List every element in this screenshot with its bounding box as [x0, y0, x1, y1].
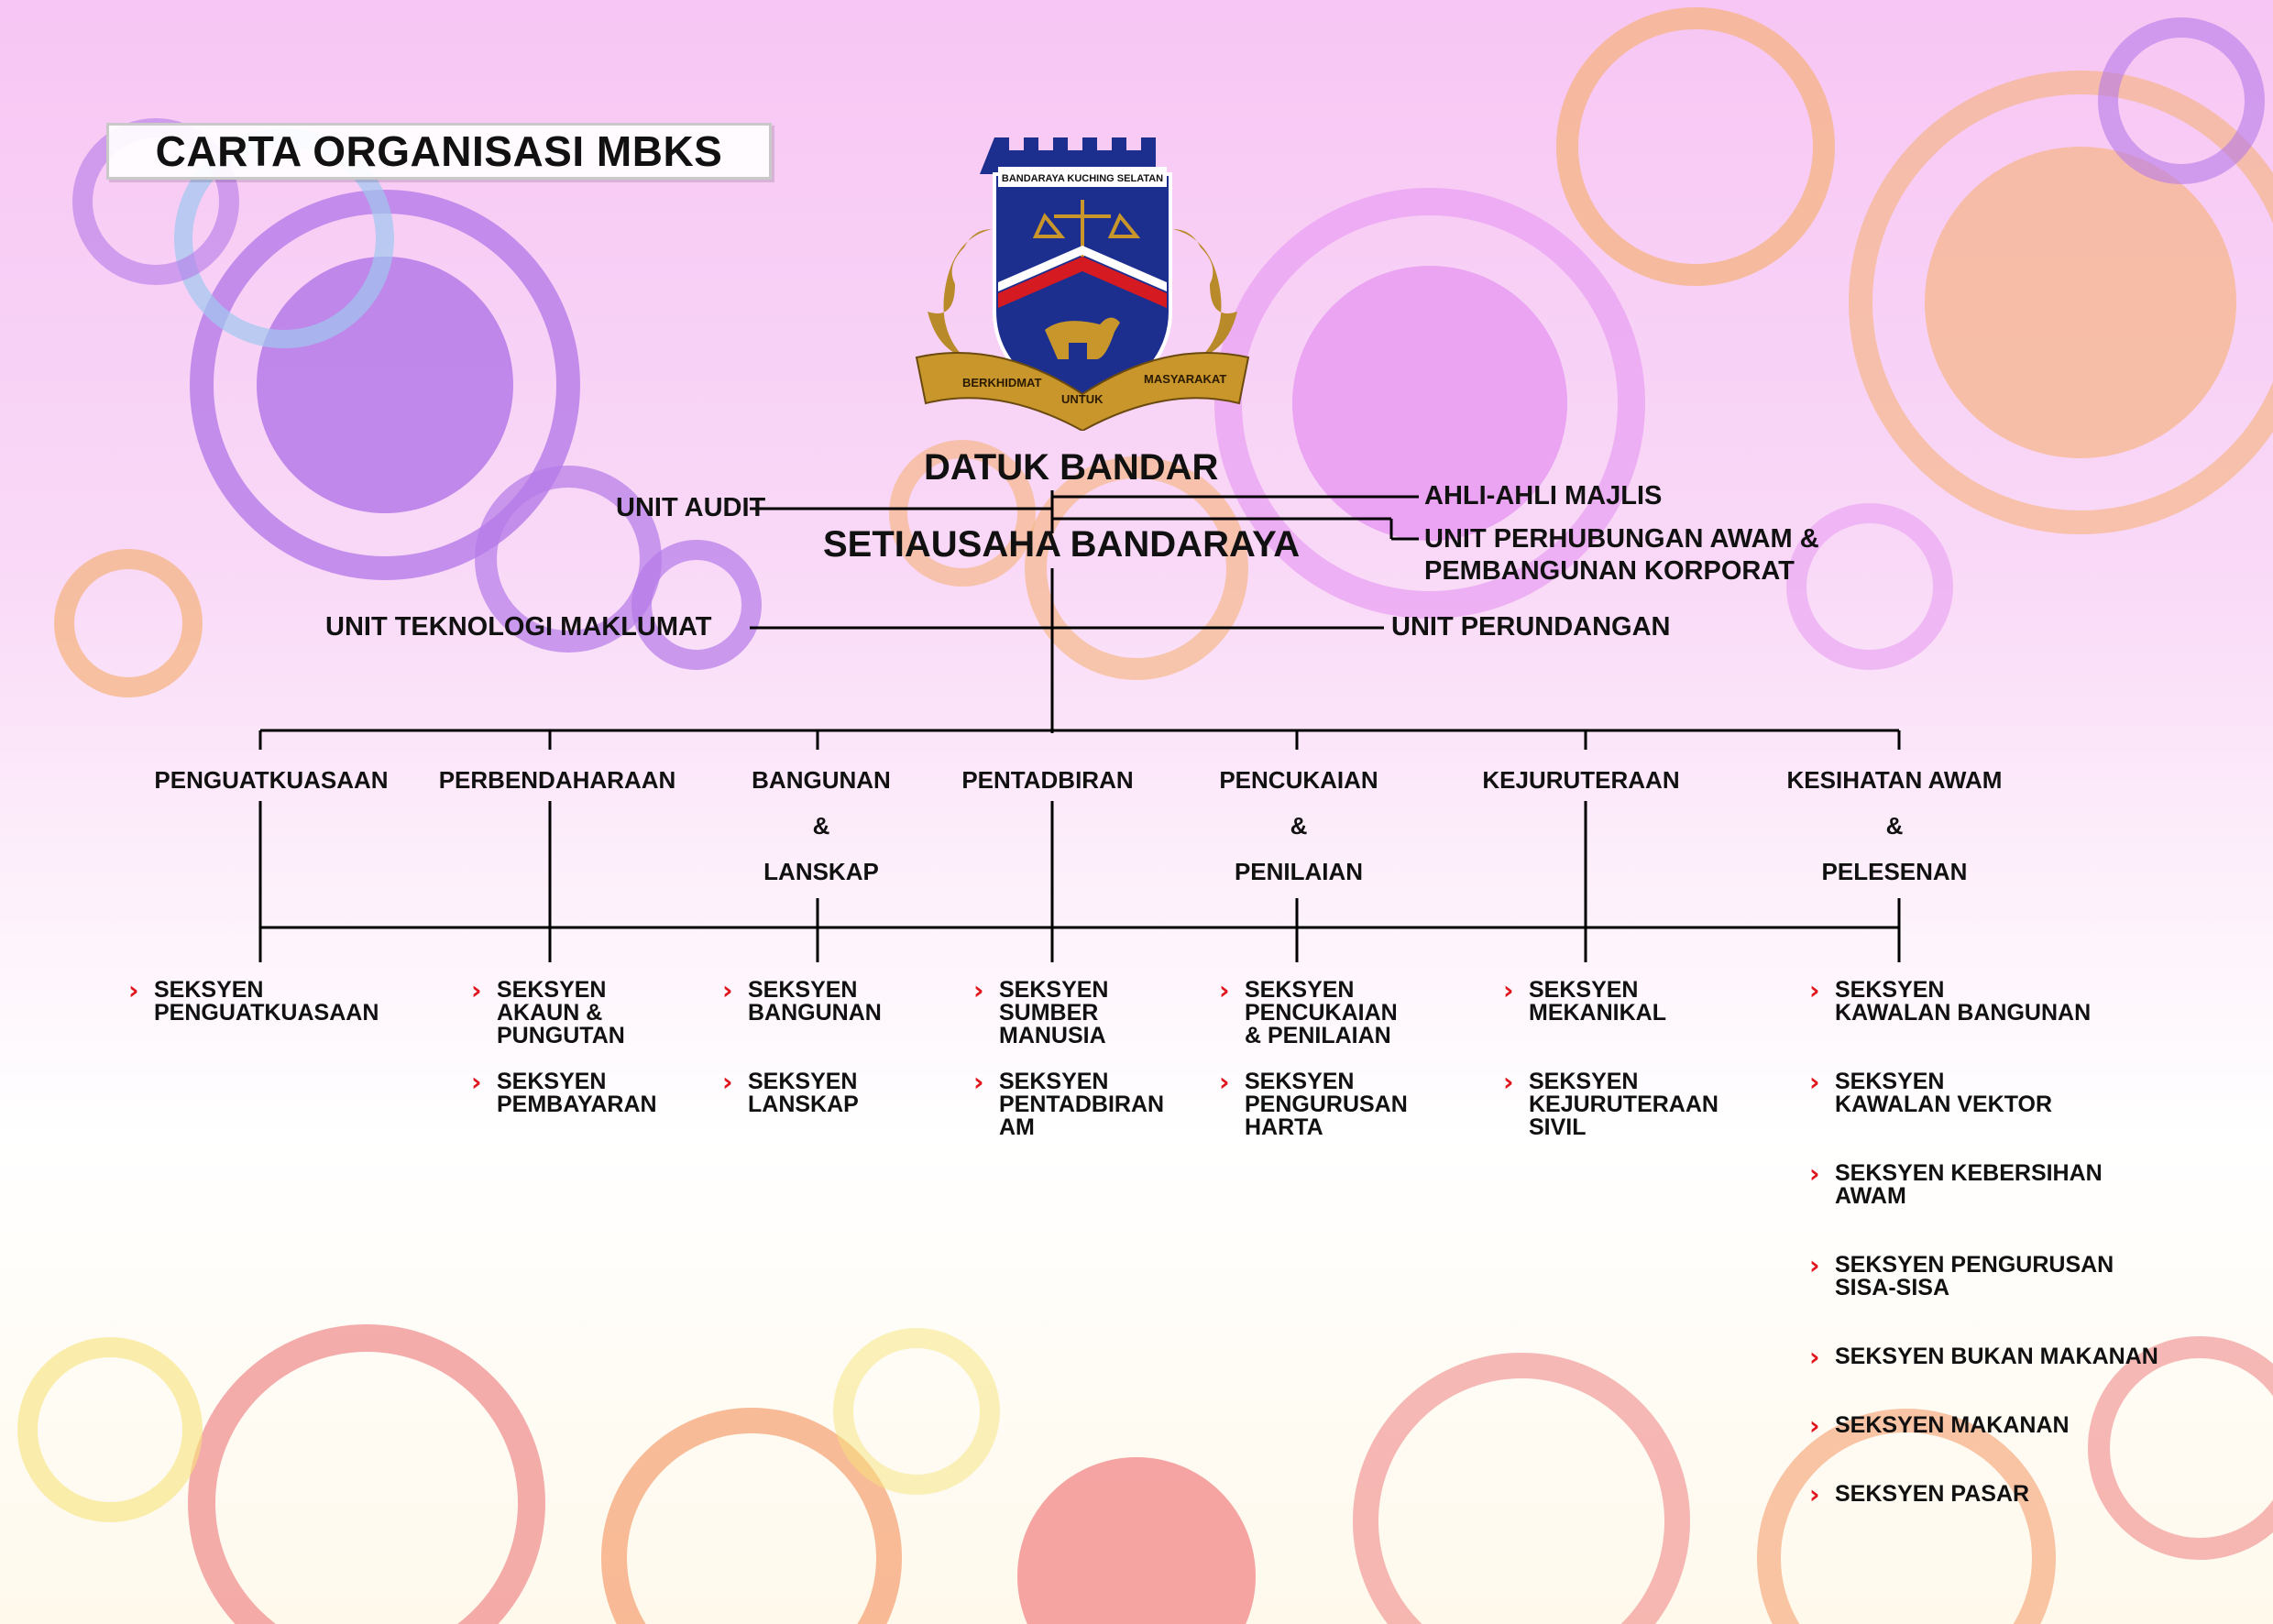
- list-item: › SEKSYEN KAWALAN BANGUNAN: [1809, 975, 2092, 1026]
- chevron-right-icon: ›: [1503, 975, 1514, 1005]
- chevron-right-icon: ›: [128, 975, 139, 1005]
- crest-scroll-middle: UNTUK: [1061, 392, 1104, 406]
- crest-top-text: BANDARAYA KUCHING SELATAN: [1001, 173, 1164, 184]
- list-item: › SEKSYEN KAWALAN VEKTOR: [1809, 1067, 2053, 1117]
- list-item: › SEKSYEN BUKAN MAKANAN: [1809, 1342, 2158, 1372]
- chevron-right-icon: ›: [1809, 1158, 1820, 1189]
- list-item: › SEKSYEN AKAUN & PUNGUTAN: [471, 975, 625, 1048]
- unit-audit-node: UNIT AUDIT: [616, 493, 766, 522]
- chevron-right-icon: ›: [1809, 1250, 1820, 1280]
- councillors-node: AHLI-AHLI MAJLIS: [1424, 481, 1663, 510]
- chevron-right-icon: ›: [1503, 1067, 1514, 1097]
- secretary-node: SETIAUSAHA BANDARAYA: [823, 524, 1301, 565]
- unit-it-node: UNIT TEKNOLOGI MAKLUMAT: [325, 612, 712, 642]
- mbks-crest-logo: [907, 128, 1256, 431]
- crest-scroll-left: BERKHIDMAT: [962, 376, 1042, 390]
- chevron-right-icon: ›: [471, 1067, 482, 1097]
- page-title: CARTA ORGANISASI MBKS: [106, 123, 772, 180]
- dept-kejuruteraan: [1466, 757, 1696, 803]
- chevron-right-icon: ›: [1809, 1479, 1820, 1509]
- list-item: › SEKSYEN PENGUATKUASAAN: [128, 975, 379, 1026]
- chevron-right-icon: ›: [1809, 1067, 1820, 1097]
- list-item: › SEKSYEN PENCUKAIAN & PENILAIAN: [1219, 975, 1398, 1048]
- list-item: › SEKSYEN LANSKAP: [722, 1067, 859, 1117]
- dept-pencukaian-penilaian: [1193, 757, 1404, 894]
- chevron-right-icon: ›: [722, 1067, 733, 1097]
- chevron-right-icon: ›: [973, 975, 984, 1005]
- unit-legal-node: UNIT PERUNDANGAN: [1391, 612, 1671, 642]
- dept-label: PENGUATKUASAAN: [154, 766, 389, 794]
- dept-label: KESIHATAN AWAM & PELESENAN: [1786, 766, 2003, 885]
- list-item: › SEKSYEN PENTADBIRAN AM: [973, 1067, 1165, 1140]
- dept-label: KEJURUTERAAN: [1482, 766, 1680, 794]
- list-item: › SEKSYEN SUMBER MANUSIA: [973, 975, 1109, 1048]
- dept-label: BANGUNAN & LANSKAP: [752, 766, 891, 885]
- list-item: › SEKSYEN PASAR: [1809, 1479, 2030, 1509]
- dept-label: PERBENDAHARAAN: [438, 766, 676, 794]
- unit-pr-line1: UNIT PERHUBUNGAN AWAM &: [1424, 524, 1819, 554]
- chevron-right-icon: ›: [1219, 975, 1230, 1005]
- mayor-node: DATUK BANDAR: [924, 447, 1219, 488]
- chevron-right-icon: ›: [1219, 1067, 1230, 1097]
- dept-perbendaharaan: [420, 757, 695, 803]
- list-item: › SEKSYEN KEBERSIHAN AWAM: [1809, 1158, 2103, 1209]
- dept-penguatkuasaan: [141, 757, 401, 803]
- chevron-right-icon: ›: [1809, 1410, 1820, 1441]
- list-item: › SEKSYEN MEKANIKAL: [1503, 975, 1666, 1026]
- dept-kesihatan-awam-pelesenan: [1762, 757, 2027, 894]
- list-item: › SEKSYEN BANGUNAN: [722, 975, 882, 1026]
- dept-label: PENTADBIRAN: [961, 766, 1134, 794]
- dept-bangunan-lanskap: [720, 757, 922, 894]
- chevron-right-icon: ›: [722, 975, 733, 1005]
- list-item: › SEKSYEN KEJURUTERAAN SIVIL: [1503, 1067, 1718, 1140]
- chevron-right-icon: ›: [471, 975, 482, 1005]
- chevron-right-icon: ›: [1809, 975, 1820, 1005]
- list-item: › SEKSYEN MAKANAN: [1809, 1410, 2070, 1441]
- list-item: › SEKSYEN PENGURUSAN SISA-SISA: [1809, 1250, 2114, 1300]
- chevron-right-icon: ›: [1809, 1342, 1820, 1372]
- unit-pr-node: [1424, 524, 1819, 587]
- dept-pentadbiran: [942, 757, 1153, 803]
- dept-label: PENCUKAIAN & PENILAIAN: [1219, 766, 1378, 885]
- list-item: › SEKSYEN PENGURUSAN HARTA: [1219, 1067, 1408, 1140]
- unit-pr-line2: PEMBANGUNAN KORPORAT: [1424, 556, 1795, 586]
- crest-scroll-right: MASYARAKAT: [1144, 372, 1227, 386]
- chevron-right-icon: ›: [973, 1067, 984, 1097]
- list-item: › SEKSYEN PEMBAYARAN: [471, 1067, 657, 1117]
